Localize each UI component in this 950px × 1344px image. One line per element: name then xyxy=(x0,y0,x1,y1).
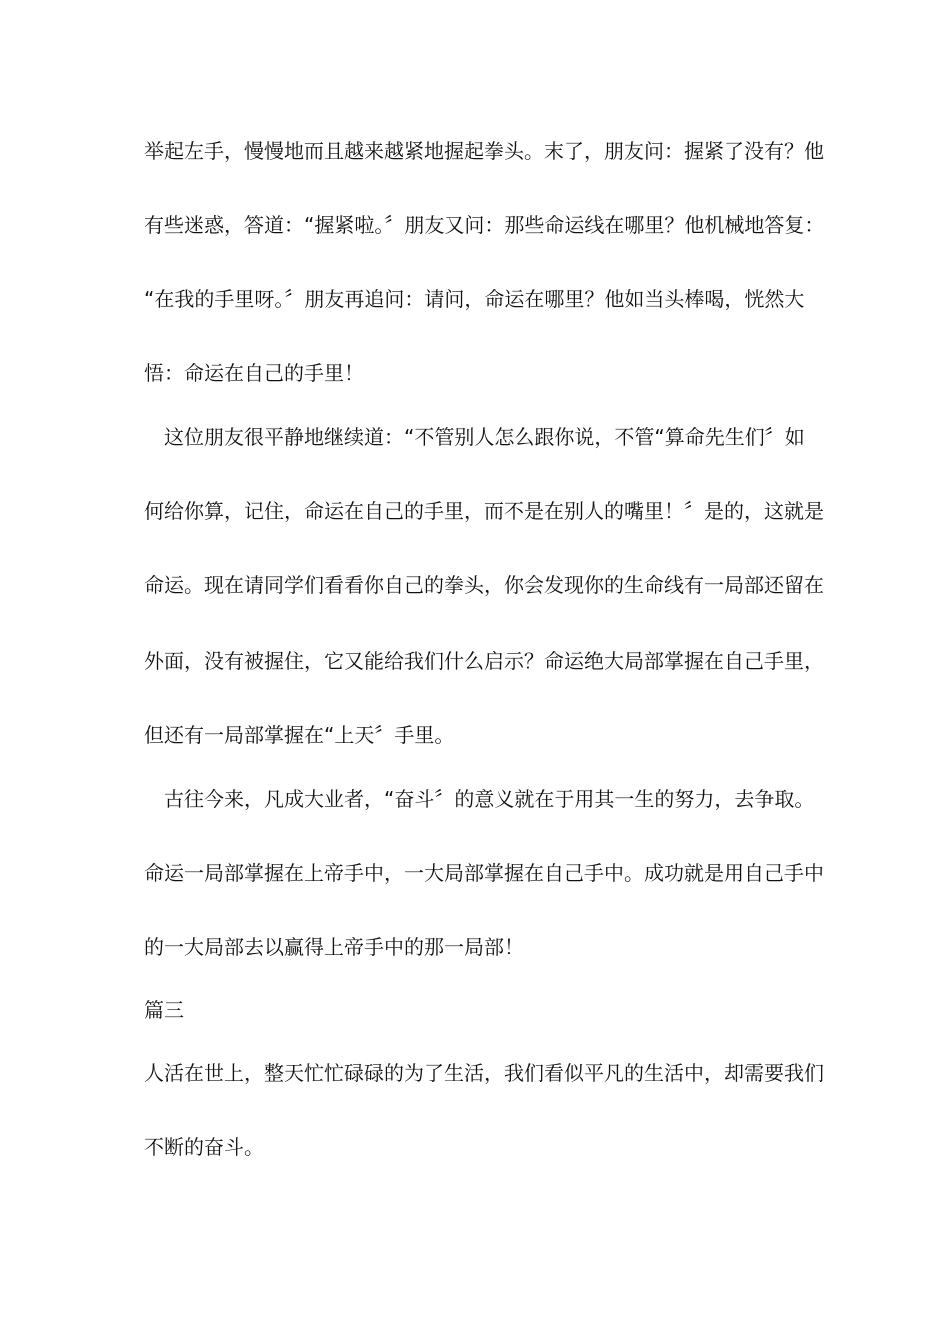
text-line: 人活在世上，整天忙忙碌碌的为了生活，我们看似平凡的生活中，却需要我们 xyxy=(144,1061,824,1085)
text-line: 何给你算，记住，命运在自己的手里，而不是在别人的嘴里！〞是的，这就是 xyxy=(144,499,824,523)
text-line: 悟：命运在自己的手里！ xyxy=(144,361,364,385)
text-line: 但还有一局部掌握在“上天〞手里。 xyxy=(144,723,455,747)
text-line: 不断的奋斗。 xyxy=(144,1135,264,1159)
text-line: 这位朋友很平静地继续道：“不管别人怎么跟你说，不管“算命先生们〞如 xyxy=(144,425,805,449)
text-line: 有些迷惑，答道：“握紧啦。〞朋友又问：那些命运线在哪里？他机械地答复： xyxy=(144,213,825,237)
text-line: 举起左手，慢慢地而且越来越紧地握起拳头。末了，朋友问：握紧了没有？他 xyxy=(144,139,824,163)
text-line: 的一大局部去以赢得上帝手中的那一局部！ xyxy=(144,935,524,959)
text-line: 外面，没有被握住，它又能给我们什么启示？命运绝大局部掌握在自己手里， xyxy=(144,649,824,673)
text-line: 命运。现在请同学们看看你自己的拳头，你会发现你的生命线有一局部还留在 xyxy=(144,573,824,597)
text-line: 古往今来，凡成大业者，“奋斗〞的意义就在于用其一生的努力，去争取。 xyxy=(144,787,815,811)
section-heading: 篇三 xyxy=(144,998,184,1022)
text-line: “在我的手里呀。〞朋友再追问：请问，命运在哪里？他如当头棒喝，恍然大 xyxy=(144,287,805,311)
text-line: 命运一局部掌握在上帝手中，一大局部掌握在自己手中。成功就是用自己手中 xyxy=(144,861,824,885)
